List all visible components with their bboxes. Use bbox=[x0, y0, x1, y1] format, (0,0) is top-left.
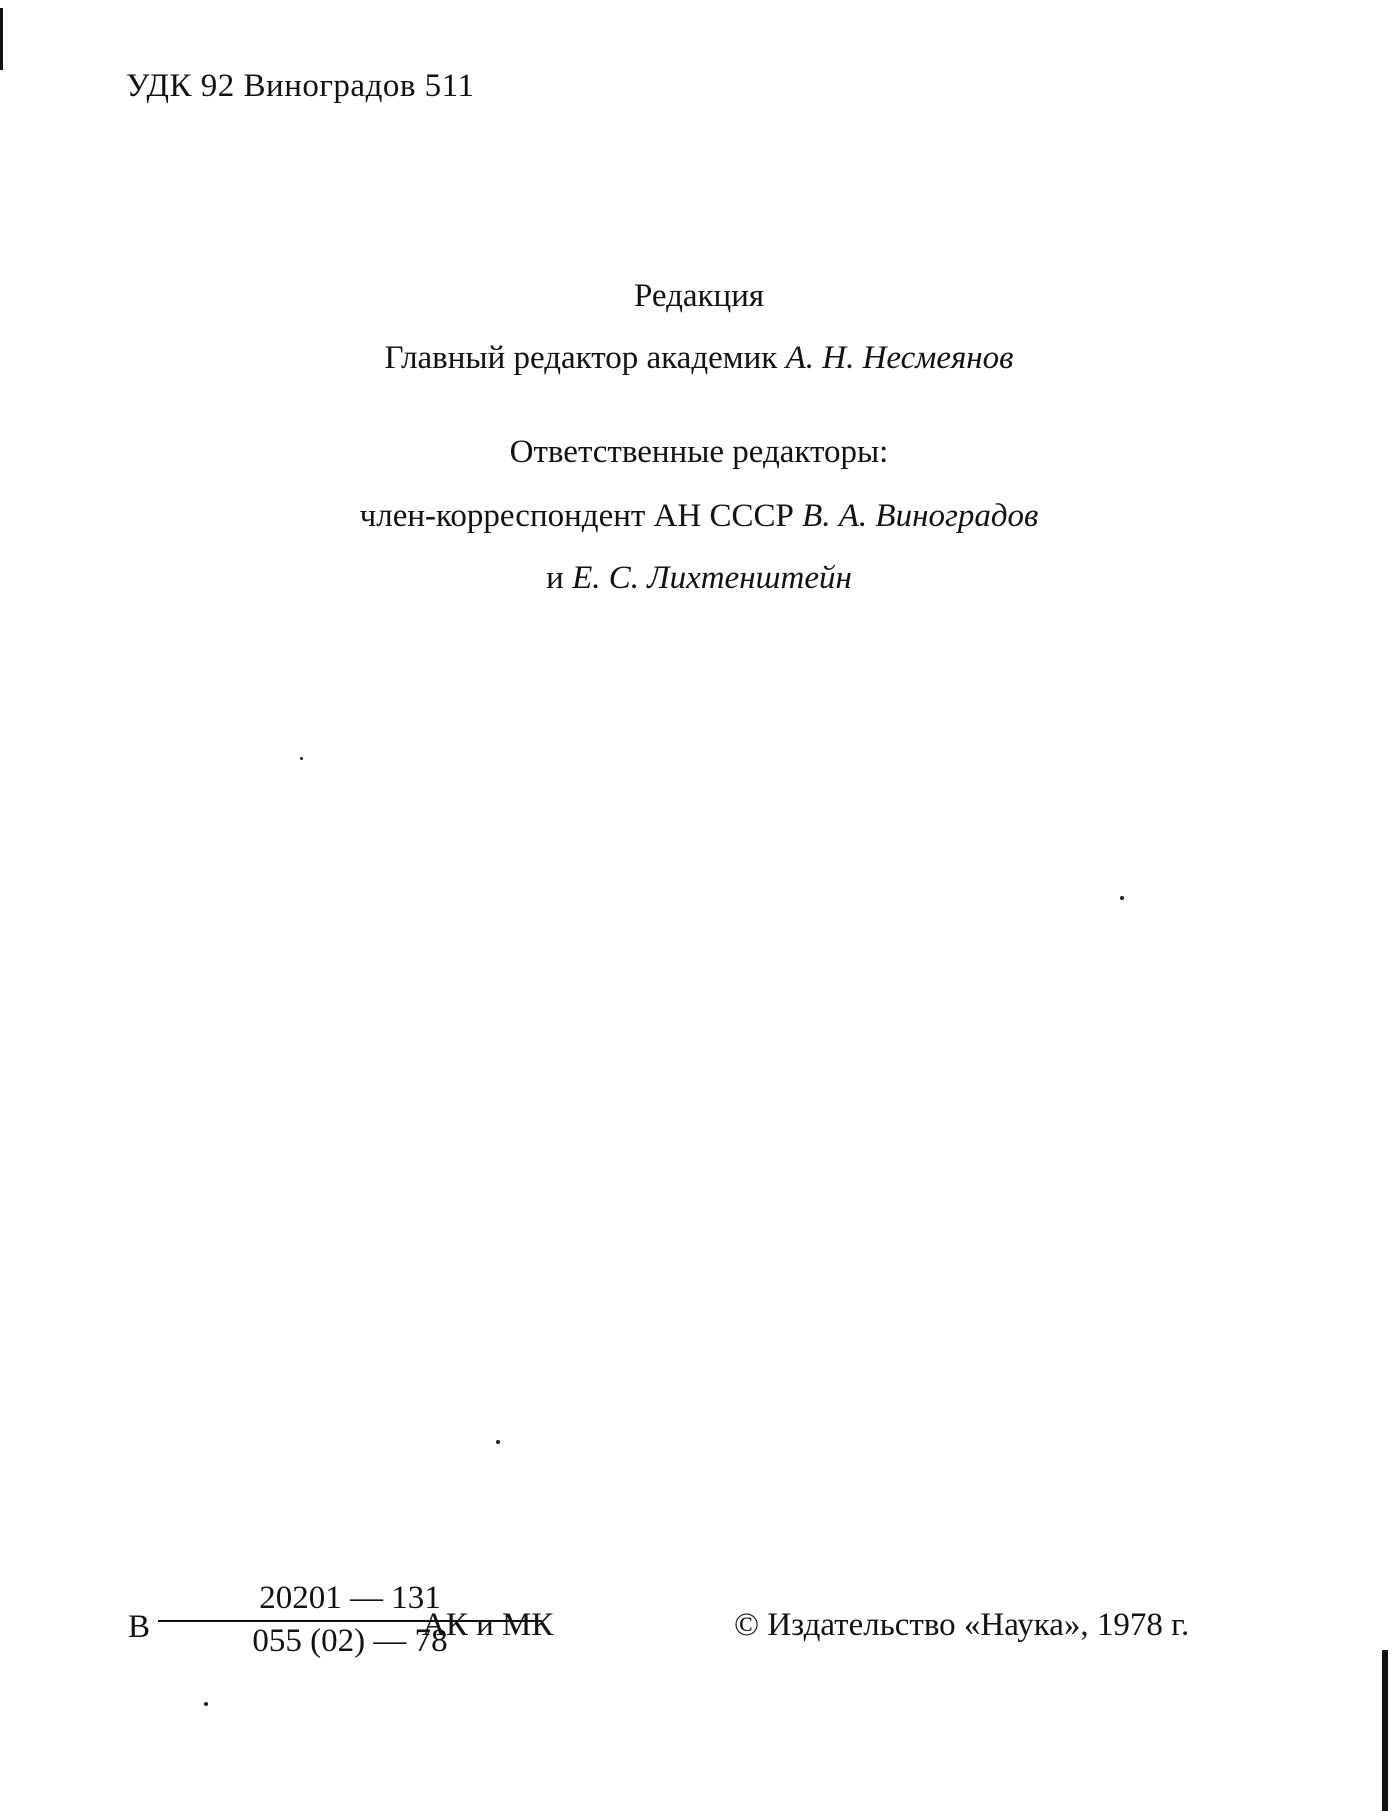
scan-edge-mark bbox=[0, 8, 3, 70]
scan-speck bbox=[300, 757, 303, 760]
responsible-editor-line-2 bbox=[0, 560, 1398, 597]
responsible-editor-prefix: член-корреспондент АН СССР bbox=[359, 498, 794, 534]
udc-line: УДК 92 Виноградов 511 bbox=[126, 68, 475, 104]
chief-editor-prefix: Главный редактор академик bbox=[384, 340, 778, 376]
chief-editor-line bbox=[0, 340, 1398, 377]
scan-speck bbox=[204, 1702, 208, 1706]
classification-suffix: АК и МК bbox=[422, 1607, 554, 1643]
responsible-editor-name-1: В. А. Виноградов bbox=[802, 498, 1039, 534]
editorial-heading bbox=[0, 278, 1398, 315]
editorial-heading-text: Редакция bbox=[633, 278, 765, 314]
classification-denominator: 055 (02) — 78 bbox=[252, 1623, 448, 1659]
scan-speck bbox=[496, 1440, 500, 1444]
responsible-editor-name-2: Е. С. Лихтенштейн bbox=[572, 560, 852, 596]
chief-editor-name: А. Н. Несмеянов bbox=[785, 340, 1014, 376]
conjunction: и bbox=[546, 560, 564, 596]
scan-speck bbox=[1120, 896, 1124, 900]
scan-edge-mark bbox=[1382, 1650, 1388, 1811]
responsible-editor-line-1 bbox=[0, 498, 1398, 535]
classification-numerator: 20201 — 131 bbox=[259, 1580, 441, 1616]
classification-letter: В bbox=[128, 1609, 151, 1645]
copyright-line: © Издательство «Наука», 1978 г. bbox=[734, 1607, 1190, 1643]
responsible-editors-heading-text: Ответственные редакторы: bbox=[509, 434, 889, 470]
responsible-editors-heading bbox=[0, 434, 1398, 471]
